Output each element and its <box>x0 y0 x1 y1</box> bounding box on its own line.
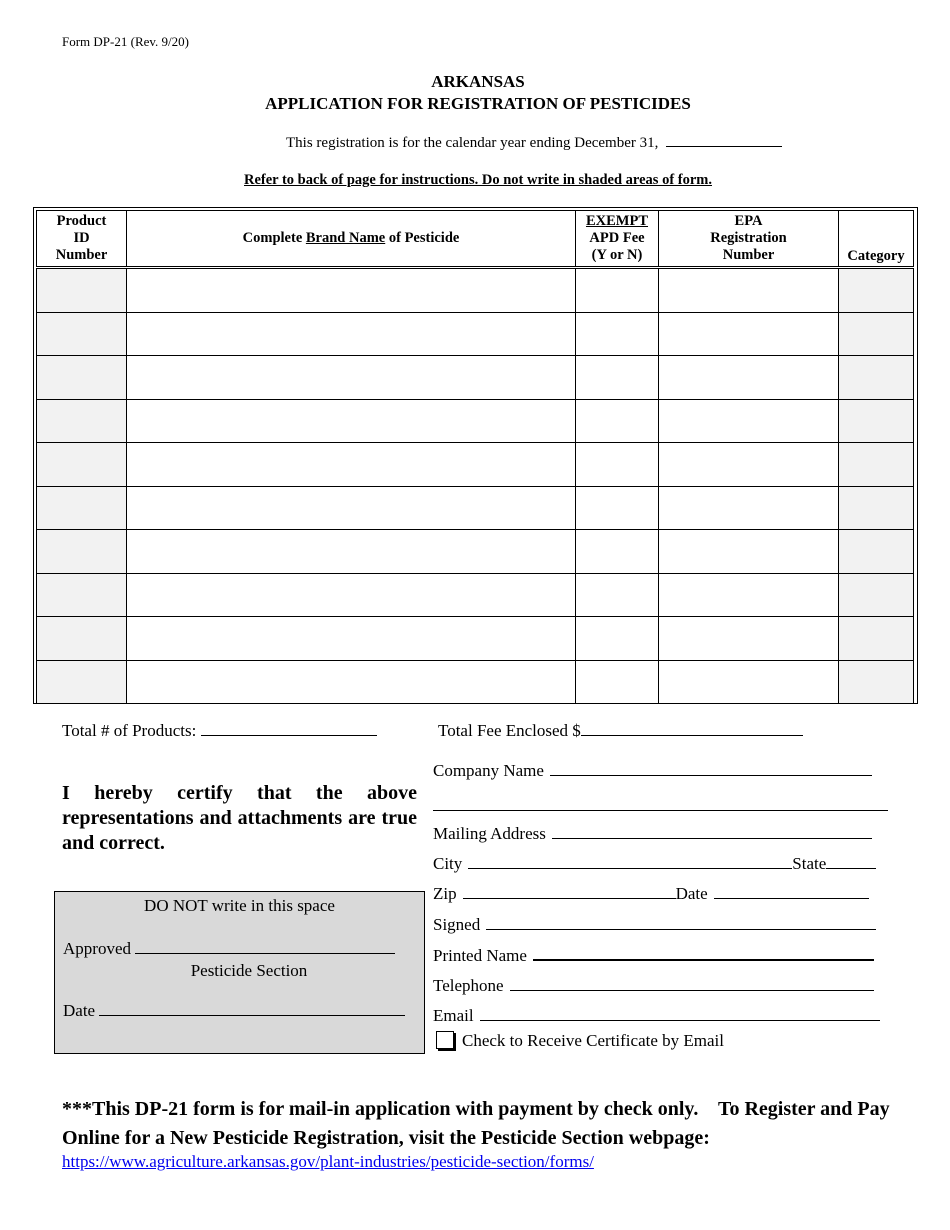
brand-name-cell[interactable] <box>127 530 576 574</box>
pesticide-table <box>33 207 918 704</box>
table-row <box>37 399 914 443</box>
table-row <box>37 268 914 313</box>
category-cell <box>839 312 914 356</box>
mailing-address-label: Mailing Address <box>433 824 546 843</box>
exempt-fee-cell[interactable] <box>576 312 659 356</box>
table-header-row <box>37 211 914 268</box>
table-row <box>37 356 914 400</box>
category-cell <box>839 268 914 313</box>
brand-name-cell[interactable] <box>127 443 576 487</box>
epa-number-cell[interactable] <box>659 530 839 574</box>
product-id-cell <box>37 312 127 356</box>
epa-number-cell[interactable] <box>659 312 839 356</box>
total-fee-input[interactable] <box>581 720 803 736</box>
exempt-fee-cell[interactable] <box>576 399 659 443</box>
pesticide-section-label: Pesticide Section <box>190 961 308 980</box>
approved-label: Approved <box>63 939 131 958</box>
category-cell <box>839 443 914 487</box>
company-name-label: Company Name <box>433 761 544 780</box>
form-number: Form DP-21 (Rev. 9/20) <box>62 34 189 49</box>
exempt-fee-cell[interactable] <box>576 443 659 487</box>
date-input[interactable] <box>714 883 869 899</box>
total-fee-label: Total Fee Enclosed $ <box>438 721 581 740</box>
header-product-id: Product ID Number <box>37 211 127 268</box>
city-label: City <box>433 854 463 873</box>
table-row <box>37 660 914 704</box>
exempt-fee-cell[interactable] <box>576 268 659 313</box>
brand-name-cell[interactable] <box>127 660 576 704</box>
company-name-line-2[interactable] <box>433 810 888 811</box>
calendar-year-input[interactable] <box>666 132 782 147</box>
product-id-cell <box>37 443 127 487</box>
product-id-cell <box>37 486 127 530</box>
email-field <box>433 1005 880 1026</box>
state-label: State <box>792 854 827 873</box>
total-products-label: Total # of Products: <box>62 721 197 740</box>
epa-number-cell[interactable] <box>659 486 839 530</box>
mailing-address-field <box>433 823 872 844</box>
mailing-address-input[interactable] <box>552 823 872 839</box>
printed-name-label: Printed Name <box>433 946 527 965</box>
total-products-input[interactable] <box>201 720 377 736</box>
calendar-year-line <box>286 132 782 152</box>
table-row <box>37 573 914 617</box>
product-id-cell <box>37 268 127 313</box>
table-row <box>37 443 914 487</box>
epa-number-cell[interactable] <box>659 660 839 704</box>
telephone-label: Telephone <box>433 976 504 995</box>
signed-field <box>433 914 876 935</box>
table-row <box>37 312 914 356</box>
brand-name-cell[interactable] <box>127 486 576 530</box>
table-row <box>37 486 914 530</box>
brand-name-cell[interactable] <box>127 312 576 356</box>
product-id-cell <box>37 660 127 704</box>
product-id-cell <box>37 573 127 617</box>
header-epa-number: EPA Registration Number <box>659 211 839 268</box>
mail-in-note: ***This DP-21 form is for mail-in application with payment by check only. To Register and Pay Online for a New Pesticide Registration, visit the Pesticide Section webpage: <box>62 1098 895 1149</box>
signed-label: Signed <box>433 915 481 934</box>
telephone-input[interactable] <box>510 975 874 991</box>
category-cell <box>839 573 914 617</box>
exempt-fee-cell[interactable] <box>576 660 659 704</box>
brand-name-cell[interactable] <box>127 399 576 443</box>
pesticide-section-link[interactable]: https://www.agriculture.arkansas.gov/plant-industries/pesticide-section/forms/ <box>62 1152 594 1171</box>
table-row <box>37 530 914 574</box>
header-brand-name: Complete Brand Name of Pesticide <box>127 211 576 268</box>
city-state-field <box>433 853 876 874</box>
email-certificate-checkbox[interactable] <box>436 1031 454 1049</box>
pesticide-grid <box>36 210 914 704</box>
product-id-cell <box>37 617 127 661</box>
header-exempt-fee: EXEMPT APD Fee (Y or N) <box>576 211 659 268</box>
table-row <box>37 617 914 661</box>
calendar-year-text: This registration is for the calendar year ending December 31, <box>286 135 659 151</box>
category-cell <box>839 486 914 530</box>
category-cell <box>839 356 914 400</box>
brand-name-cell[interactable] <box>127 356 576 400</box>
office-date-label: Date <box>63 1001 96 1020</box>
zip-input[interactable] <box>463 883 676 899</box>
printed-name-input[interactable] <box>533 944 874 961</box>
category-cell <box>839 530 914 574</box>
epa-number-cell[interactable] <box>659 356 839 400</box>
printed-name-field <box>433 944 874 966</box>
office-use-title: DO NOT write in this space <box>144 896 335 915</box>
epa-number-cell[interactable] <box>659 573 839 617</box>
product-id-cell <box>37 356 127 400</box>
office-date-line <box>99 1000 405 1016</box>
exempt-fee-cell[interactable] <box>576 573 659 617</box>
date-label: Date <box>675 884 708 903</box>
exempt-fee-cell[interactable] <box>576 486 659 530</box>
epa-number-cell[interactable] <box>659 268 839 313</box>
email-certificate-label: Check to Receive Certificate by Email <box>462 1031 724 1050</box>
zip-date-field <box>433 883 869 904</box>
certification-statement: I hereby certify that the above representations and attachments are true and correct. <box>62 782 417 854</box>
state-input[interactable] <box>826 853 876 869</box>
signed-input[interactable] <box>486 914 876 930</box>
form-title: APPLICATION FOR REGISTRATION OF PESTICIDES <box>265 94 691 113</box>
product-id-cell <box>37 399 127 443</box>
exempt-fee-cell[interactable] <box>576 356 659 400</box>
city-input[interactable] <box>468 853 792 869</box>
product-id-cell <box>37 530 127 574</box>
office-date-field <box>63 1000 405 1021</box>
approved-field <box>63 938 395 959</box>
total-fee <box>438 720 803 741</box>
instructions-note: Refer to back of page for instructions. Do not write in shaded areas of form. <box>244 172 712 188</box>
zip-label: Zip <box>433 884 457 903</box>
epa-number-cell[interactable] <box>659 617 839 661</box>
email-label: Email <box>433 1006 474 1025</box>
brand-name-cell[interactable] <box>127 268 576 313</box>
company-name-field <box>433 760 872 781</box>
email-input[interactable] <box>480 1005 880 1021</box>
exempt-fee-cell[interactable] <box>576 530 659 574</box>
state-title: ARKANSAS <box>431 72 525 91</box>
category-cell <box>839 399 914 443</box>
epa-number-cell[interactable] <box>659 399 839 443</box>
office-use-box <box>54 891 425 1054</box>
company-name-input[interactable] <box>550 760 872 776</box>
header-category: Category <box>839 211 914 268</box>
telephone-field <box>433 975 874 996</box>
category-cell <box>839 617 914 661</box>
epa-number-cell[interactable] <box>659 443 839 487</box>
category-cell <box>839 660 914 704</box>
approved-line <box>135 938 395 954</box>
brand-name-cell[interactable] <box>127 617 576 661</box>
brand-name-cell[interactable] <box>127 573 576 617</box>
total-products <box>62 720 377 741</box>
exempt-fee-cell[interactable] <box>576 617 659 661</box>
